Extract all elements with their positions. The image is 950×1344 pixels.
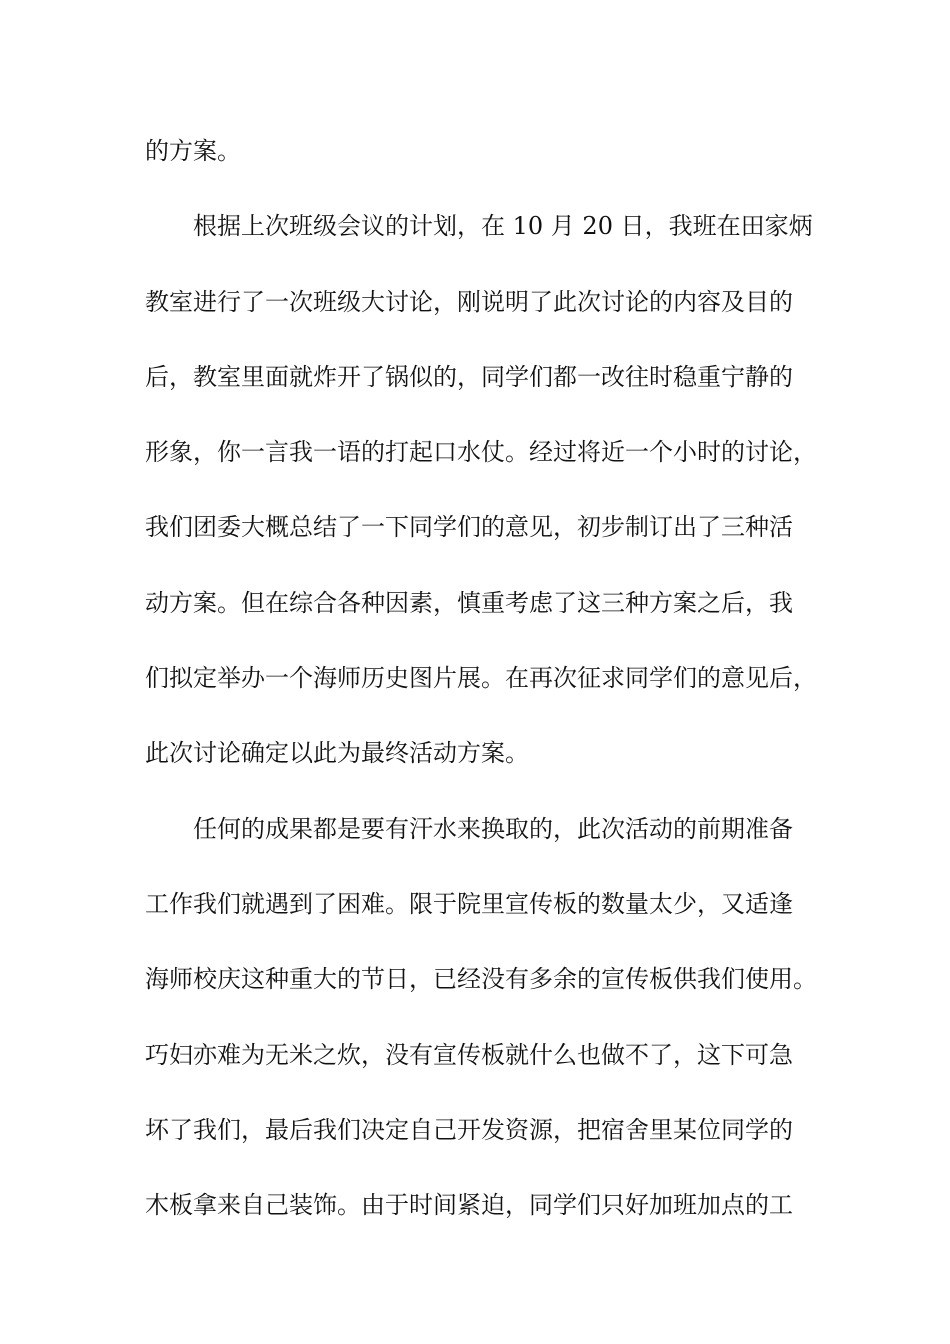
text-line: 后，教室里面就炸开了锅似的，同学们都一改往时稳重宁静的 [145, 362, 793, 391]
text-line: 们拟定举办一个海师历史图片展。在再次征求同学们的意见后， [145, 664, 817, 693]
paragraph-start-line: 任何的成果都是要有汗水来换取的，此次活动的前期准备 [193, 814, 793, 843]
text-line: 此次讨论确定以此为最终活动方案。 [145, 739, 529, 768]
text-line: 海师校庆这种重大的节日，已经没有多余的宣传板供我们使用。 [145, 965, 817, 994]
text-line: 我们团委大概总结了一下同学们的意见，初步制订出了三种活 [145, 513, 793, 542]
text-line: 工作我们就遇到了困难。限于院里宣传板的数量太少，又适逢 [145, 889, 793, 918]
document-body [145, 125, 817, 1254]
text-line: 形象，你一言我一语的打起口水仗。经过将近一个小时的讨论， [145, 438, 817, 467]
text-line: 巧妇亦难为无米之炊，没有宣传板就什么也做不了，这下可急 [145, 1040, 793, 1069]
text-line: 坏了我们，最后我们决定自己开发资源，把宿舍里某位同学的 [145, 1115, 793, 1144]
text-line: 木板拿来自己装饰。由于时间紧迫，同学们只好加班加点的工 [145, 1191, 793, 1220]
text-line: 教室进行了一次班级大讨论，刚说明了此次讨论的内容及目的 [145, 287, 793, 316]
text-line: 的方案。 [145, 137, 241, 165]
text-line: 动方案。但在综合各种因素，慎重考虑了这三种方案之后，我 [145, 588, 793, 617]
paragraph-start-line: 根据上次班级会议的计划，在 10 月 20 日，我班在田家炳 [193, 212, 813, 241]
